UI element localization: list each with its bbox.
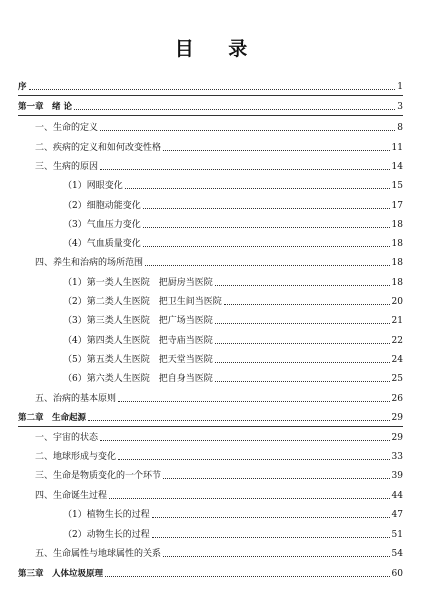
toc-entry-label: 第三章 人体垃圾原理 xyxy=(18,569,104,579)
toc-entry-label: （4）第四类人生医院 把寺庙当医院 xyxy=(63,336,213,346)
toc-subsection-entry xyxy=(63,333,403,347)
toc-entry-label: 第二章 生命起源 xyxy=(18,413,87,423)
toc-entry-label: 四、生命诞生过程 xyxy=(35,491,108,501)
toc-entry-page-number: 15 xyxy=(391,181,403,191)
toc-subsection-entry xyxy=(63,527,403,541)
toc-entry-label: （2）第二类人生医院 把卫生间当医院 xyxy=(63,297,222,307)
toc-dot-leader xyxy=(118,401,390,402)
page-title: 目 录 xyxy=(174,38,262,60)
toc-dot-leader xyxy=(125,188,390,189)
toc-entry-label: （4）气血质量变化 xyxy=(63,239,141,249)
toc-dot-leader xyxy=(145,265,390,266)
toc-chapter-entry xyxy=(18,566,403,580)
toc-entry-page-number: 29 xyxy=(391,433,403,443)
toc-section-entry xyxy=(35,120,403,134)
toc-entry-page-number: 20 xyxy=(391,297,403,307)
toc-section-entry xyxy=(35,140,403,154)
toc-section-entry xyxy=(35,449,403,463)
toc-entry-label: 序 xyxy=(18,82,27,92)
toc-chapter-entry xyxy=(18,79,403,93)
toc-subsection-entry xyxy=(63,275,403,289)
toc-entry-page-number: 11 xyxy=(391,143,403,153)
toc-subsection-entry xyxy=(63,371,403,385)
toc-dot-leader xyxy=(100,440,390,441)
toc-subsection-entry xyxy=(63,294,403,308)
toc-entry-page-number: 14 xyxy=(391,162,403,172)
toc-dot-leader xyxy=(100,169,390,170)
toc-subsection-entry xyxy=(63,198,403,212)
toc-dot-leader xyxy=(224,304,390,305)
toc-entry-page-number: 18 xyxy=(391,220,403,230)
toc-dot-leader xyxy=(143,246,390,247)
toc-section-entry xyxy=(35,546,403,560)
toc-subsection-entry xyxy=(63,178,403,192)
toc-section-entry xyxy=(35,488,403,502)
toc-section-entry xyxy=(35,391,403,405)
toc-dot-leader xyxy=(109,498,390,499)
toc-subsection-entry xyxy=(63,236,403,250)
toc-dot-leader xyxy=(29,89,396,90)
toc-dot-leader xyxy=(215,381,390,382)
toc-entry-label: （3）第三类人生医院 把广场当医院 xyxy=(63,316,213,326)
toc-entry-page-number: 33 xyxy=(391,452,403,462)
toc-entry-label: （3）气血压力变化 xyxy=(63,220,141,230)
toc-dot-leader xyxy=(88,420,390,421)
toc-dot-leader xyxy=(143,227,390,228)
toc-entry-label: 五、治病的基本原则 xyxy=(35,394,117,404)
toc-entry-page-number: 8 xyxy=(397,123,403,133)
toc-dot-leader xyxy=(118,459,390,460)
toc-entry-page-number: 1 xyxy=(397,82,403,92)
toc-section-entry xyxy=(35,468,403,482)
toc-entry-label: （1）植物生长的过程 xyxy=(63,510,150,520)
toc-chapter-entry xyxy=(18,99,403,113)
toc-dot-leader xyxy=(152,537,390,538)
toc-entry-page-number: 29 xyxy=(391,413,403,423)
toc-entry-label: （2）动物生长的过程 xyxy=(63,530,150,540)
toc-subsection-entry xyxy=(63,313,403,327)
toc-entry-label: 一、生命的定义 xyxy=(35,123,99,133)
toc-dot-leader xyxy=(163,556,390,557)
toc-entry-page-number: 21 xyxy=(391,316,403,326)
toc-entry-label: 第一章 绪 论 xyxy=(18,102,72,112)
toc-subsection-entry xyxy=(63,217,403,231)
toc-entry-label: 二、疾病的定义和如何改变性格 xyxy=(35,143,162,153)
toc-dot-leader xyxy=(215,285,390,286)
toc-entry-page-number: 44 xyxy=(391,491,403,501)
chapter-divider xyxy=(18,426,403,427)
toc-entry-label: 三、生命是物质变化的一个环节 xyxy=(35,471,162,481)
toc-dot-leader xyxy=(215,343,390,344)
toc-entry-label: 二、地球形成与变化 xyxy=(35,452,117,462)
toc-dot-leader xyxy=(100,130,395,131)
toc-entry-label: 一、宇宙的状态 xyxy=(35,433,99,443)
toc-entry-label: （5）第五类人生医院 把天堂当医院 xyxy=(63,355,213,365)
toc-entry-page-number: 18 xyxy=(391,258,403,268)
toc-subsection-entry xyxy=(63,507,403,521)
toc-entry-page-number: 26 xyxy=(391,394,403,404)
toc-entry-page-number: 54 xyxy=(391,549,403,559)
toc-dot-leader xyxy=(215,362,390,363)
toc-entry-page-number: 51 xyxy=(391,530,403,540)
toc-section-entry xyxy=(35,255,403,269)
toc-entry-label: 四、养生和治病的场所范围 xyxy=(35,258,144,268)
toc-entry-page-number: 25 xyxy=(391,374,403,384)
toc-entry-page-number: 22 xyxy=(391,336,403,346)
toc-subsection-entry xyxy=(63,352,403,366)
toc-chapter-entry xyxy=(18,410,403,424)
toc-dot-leader xyxy=(105,576,390,577)
toc-dot-leader xyxy=(163,478,390,479)
toc-entry-page-number: 39 xyxy=(391,471,403,481)
toc-dot-leader xyxy=(215,323,390,324)
toc-section-entry xyxy=(35,430,403,444)
toc-entry-label: （6）第六类人生医院 把自身当医院 xyxy=(63,374,213,384)
toc-dot-leader xyxy=(74,109,395,110)
toc-dot-leader xyxy=(163,150,390,151)
toc-dot-leader xyxy=(143,208,390,209)
toc-entry-page-number: 3 xyxy=(397,102,403,112)
toc-entry-page-number: 47 xyxy=(391,510,403,520)
toc-dot-leader xyxy=(152,517,390,518)
toc-entry-label: （1）网眼变化 xyxy=(63,181,123,191)
toc-entry-page-number: 17 xyxy=(391,201,403,211)
toc-entry-page-number: 18 xyxy=(391,278,403,288)
toc-entry-label: 三、生病的原因 xyxy=(35,162,99,172)
toc-entry-page-number: 60 xyxy=(391,569,403,579)
toc-entry-label: （2）细胞动能变化 xyxy=(63,201,141,211)
toc-entry-page-number: 24 xyxy=(391,355,403,365)
chapter-divider xyxy=(18,95,403,96)
toc-entry-label: （1）第一类人生医院 把厨房当医院 xyxy=(63,278,213,288)
toc-entry-page-number: 18 xyxy=(391,239,403,249)
chapter-divider xyxy=(18,115,403,116)
toc-section-entry xyxy=(35,159,403,173)
toc-entry-label: 五、生命属性与地球属性的关系 xyxy=(35,549,162,559)
